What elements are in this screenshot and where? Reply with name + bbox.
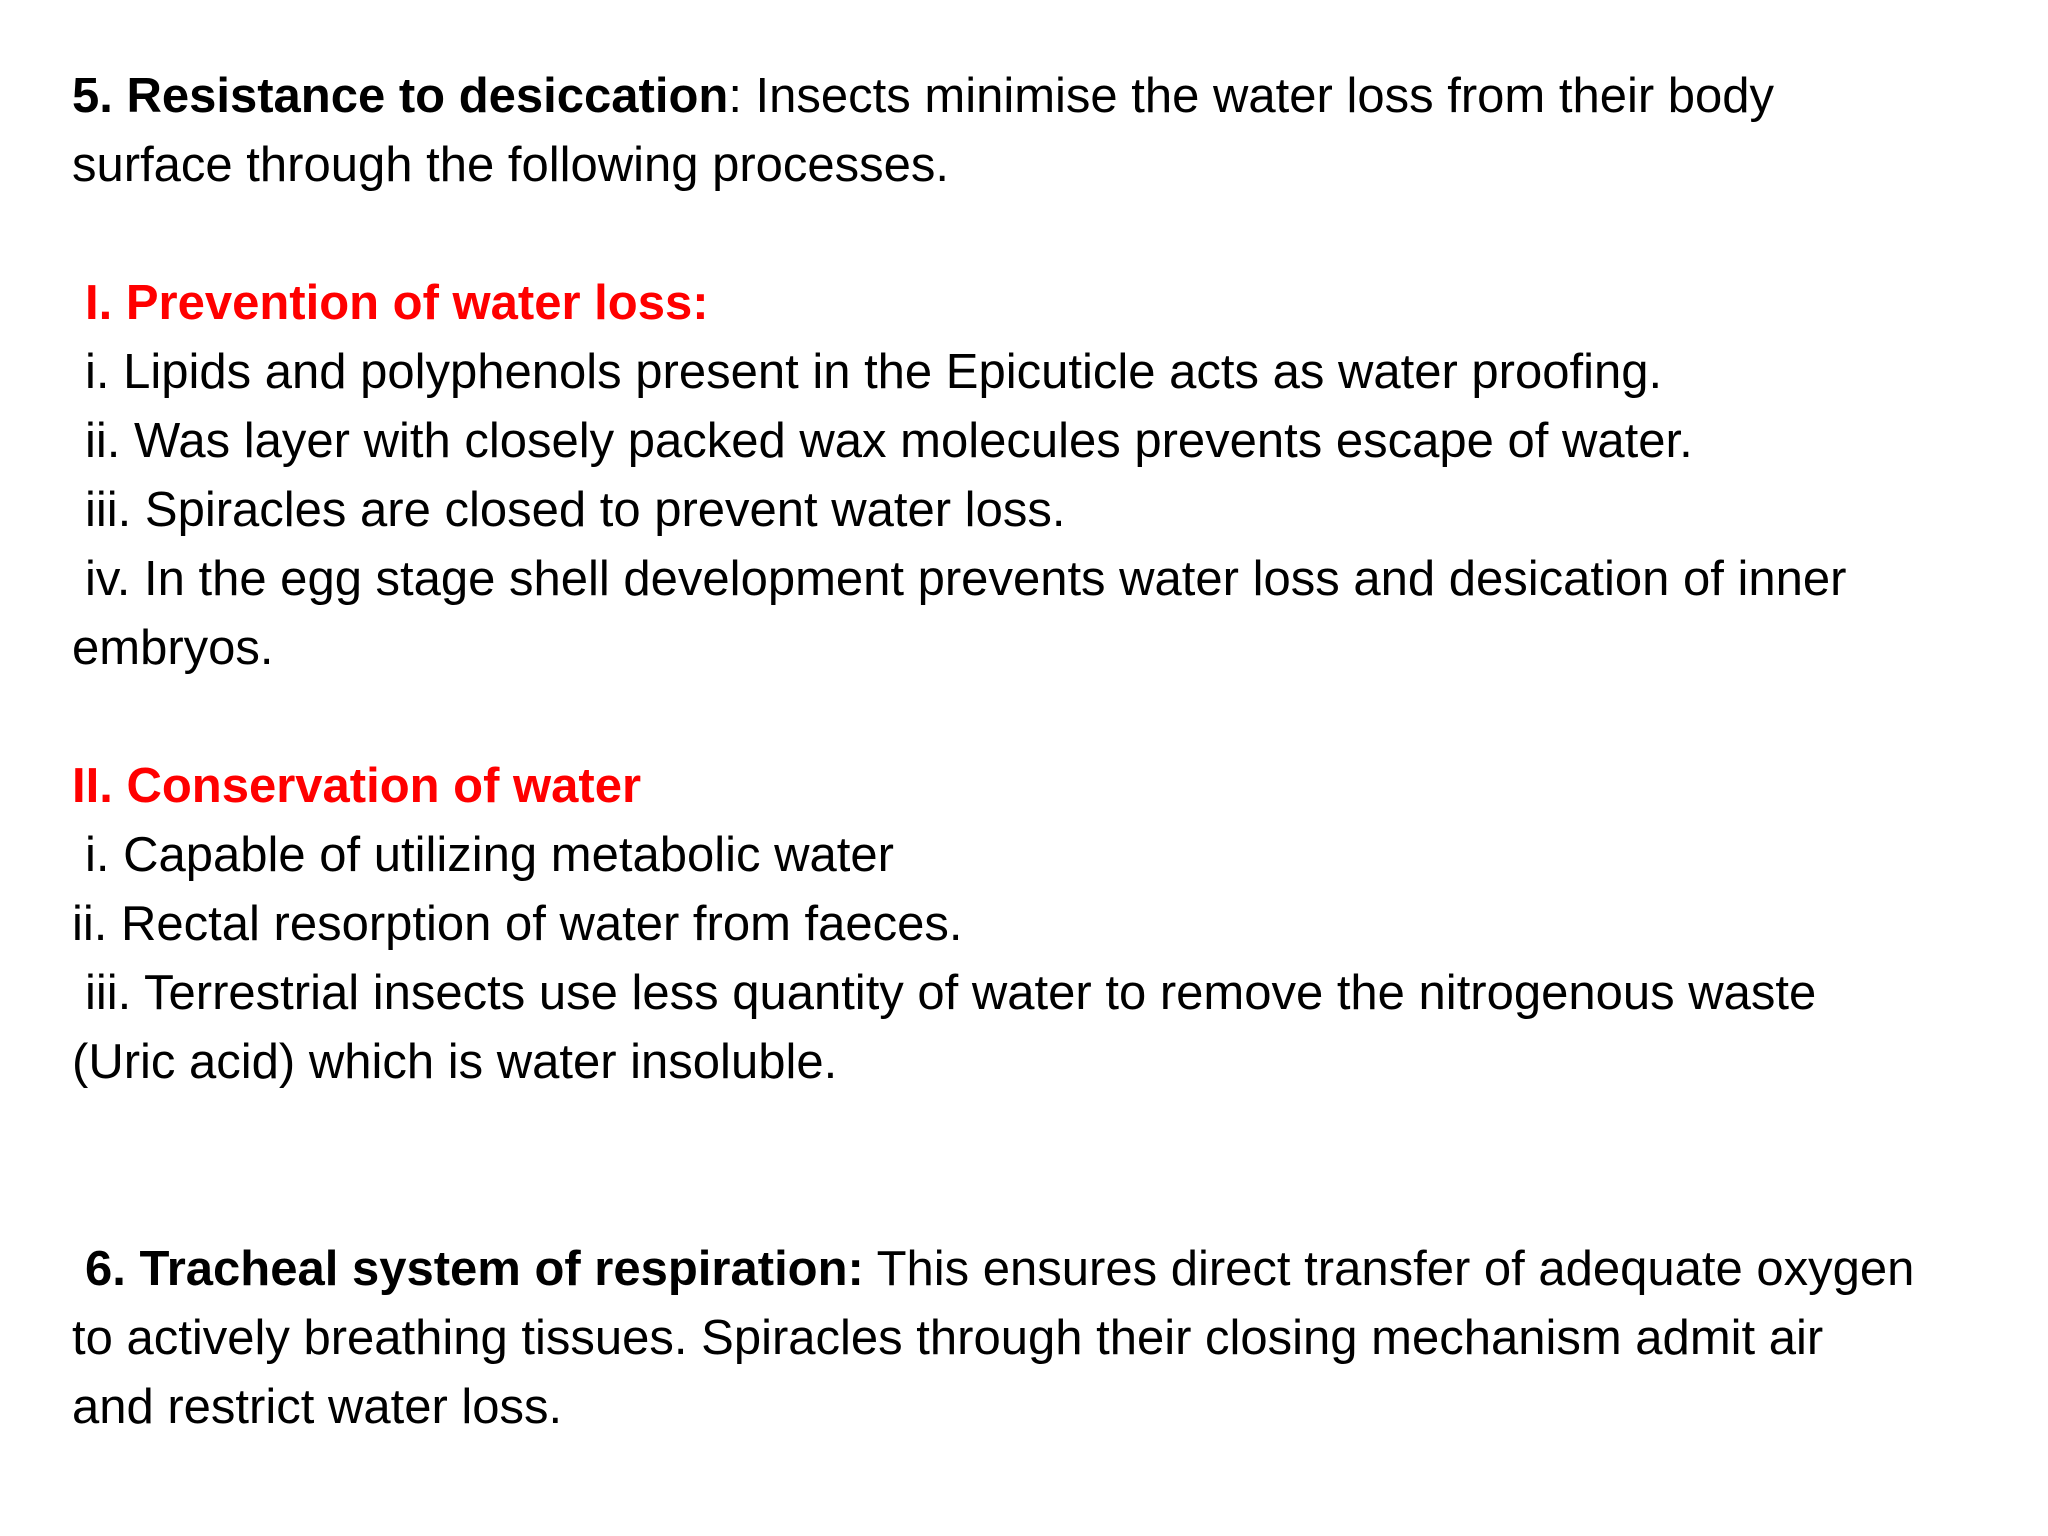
section-6-line-2: to actively breathing tissues. Spiracles through their closing mechanism admit air (72, 1311, 1824, 1365)
spacer (72, 683, 2002, 752)
conservation-item-2: ii. Rectal resorption of water from faeces. (72, 897, 963, 951)
prevention-item-4-continuation: embryos. (72, 621, 274, 675)
prevention-item-3: iii. Spiracles are closed to prevent water loss. (85, 483, 1066, 537)
conservation-item-3: iii. Terrestrial insects use less quantity of water to remove the nitrogenous waste (85, 966, 1817, 1020)
section-5-heading: 5. Resistance to desiccation (72, 69, 729, 123)
prevention-heading: I. Prevention of water loss: (85, 276, 709, 330)
section-6-line-3: and restrict water loss. (72, 1380, 563, 1434)
prevention-item-4: iv. In the egg stage shell development prevents water loss and desication of inner (85, 552, 1847, 606)
section-5-line-2: surface through the following processes. (72, 138, 950, 192)
section-5-intro-text: : Insects minimise the water loss from their body (728, 69, 1775, 123)
section-6-heading: 6. Tracheal system of respiration: (85, 1242, 864, 1296)
section-5-line-1 (72, 62, 2002, 131)
slide-content (72, 62, 2002, 1442)
section-6-text: This ensures direct transfer of adequate oxygen (863, 1242, 1915, 1296)
conservation-heading: II. Conservation of water (72, 759, 642, 813)
conservation-item-3-continuation: (Uric acid) which is water insoluble. (72, 1035, 838, 1089)
spacer (72, 1097, 2002, 1235)
conservation-item-1: i. Capable of utilizing metabolic water (85, 828, 894, 882)
section-6-line-1 (72, 1235, 2002, 1304)
spacer (72, 200, 2002, 269)
prevention-item-2: ii. Was layer with closely packed wax molecules prevents escape of water. (85, 414, 1693, 468)
prevention-item-1: i. Lipids and polyphenols present in the Epicuticle acts as water proofing. (85, 345, 1663, 399)
